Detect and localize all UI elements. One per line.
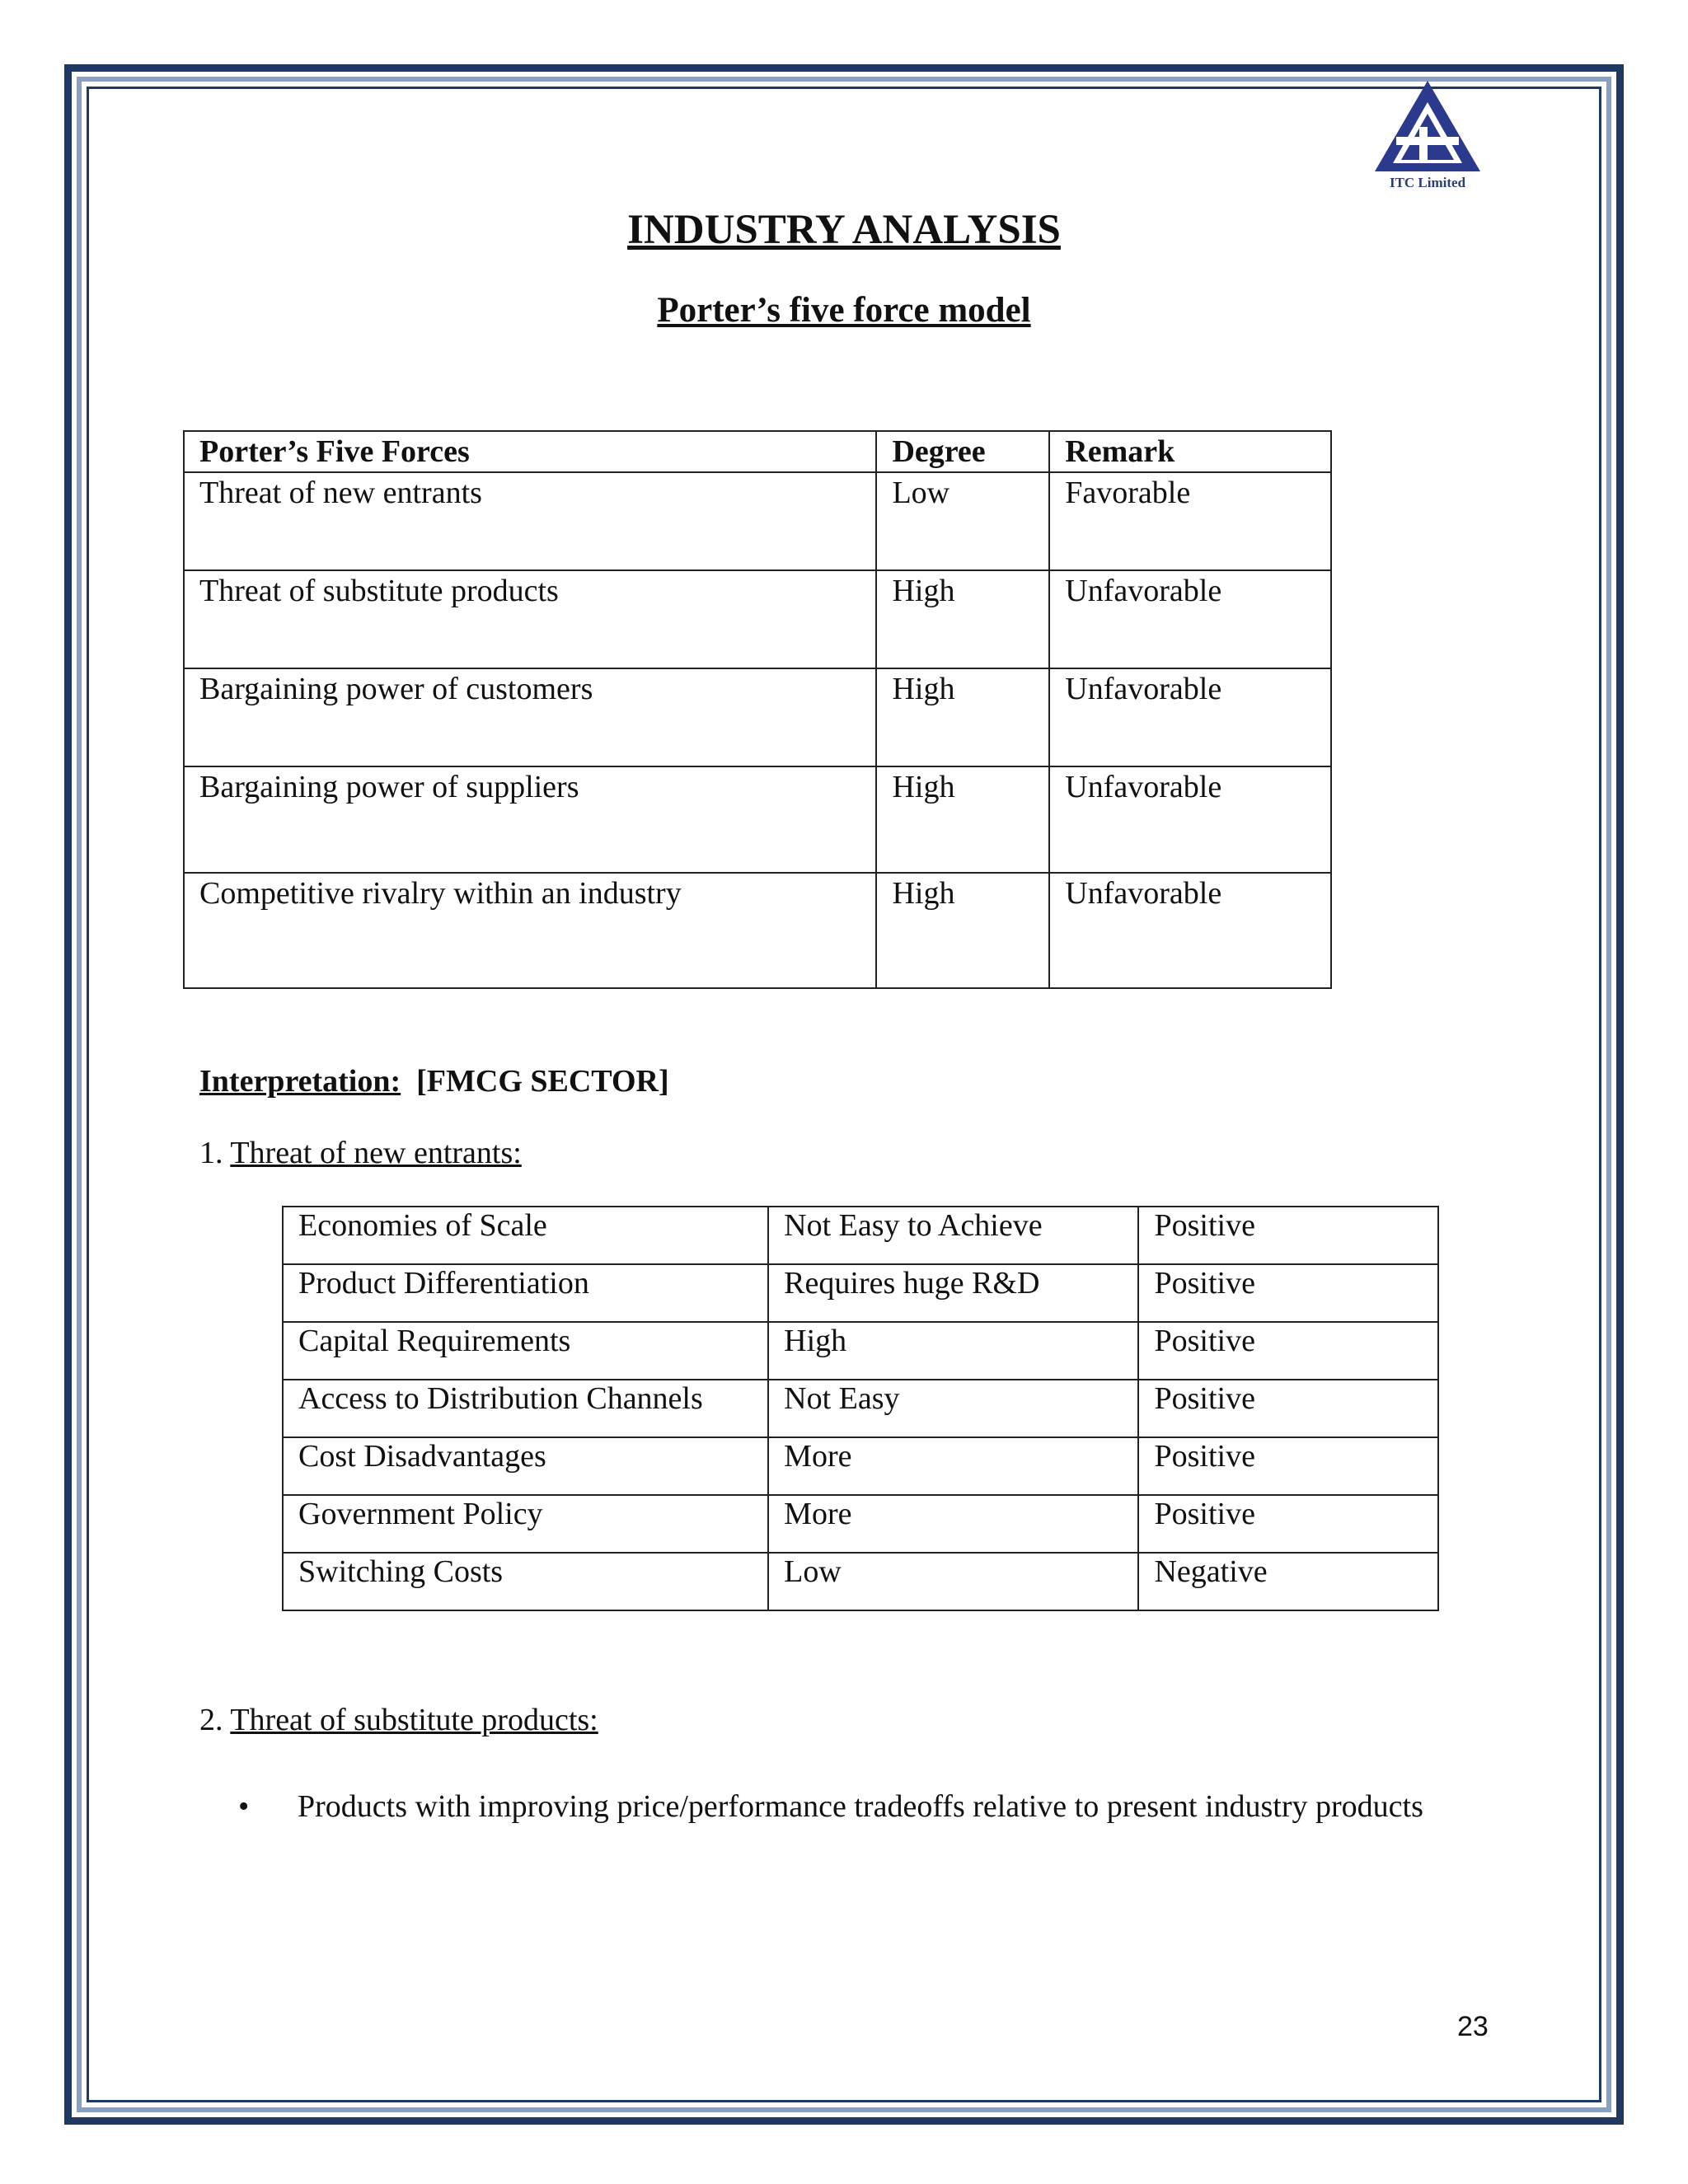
table-row [184,766,1331,873]
impact-cell: Positive [1138,1437,1438,1495]
level-cell: More [768,1437,1138,1495]
header-degree: Degree [876,431,1049,472]
table-header-row [184,431,1331,472]
remark-cell: Favorable [1049,472,1331,570]
impact-cell: Positive [1138,1322,1438,1380]
impact-cell: Positive [1138,1495,1438,1553]
force-cell: Bargaining power of suppliers [184,766,876,873]
section-title: Threat of new entrants: [230,1136,522,1170]
remark-cell: Unfavorable [1049,873,1331,988]
degree-cell: High [876,873,1049,988]
impact-cell: Positive [1138,1207,1438,1264]
level-cell: Not Easy [768,1380,1138,1437]
factor-cell: Cost Disadvantages [283,1437,768,1495]
table-row [283,1437,1438,1495]
level-cell: Not Easy to Achieve [768,1207,1138,1264]
page-number: 23 [1457,2011,1489,2042]
factor-cell: Product Differentiation [283,1264,768,1322]
factor-cell: Economies of Scale [283,1207,768,1264]
level-cell: High [768,1322,1138,1380]
section-1-heading [199,1135,522,1171]
factor-cell: Capital Requirements [283,1322,768,1380]
section-2-heading [199,1702,598,1738]
table-row [184,472,1331,570]
force-cell: Bargaining power of customers [184,668,876,766]
level-cell: More [768,1495,1138,1553]
section-title: Threat of substitute products: [230,1703,598,1737]
table-row [283,1553,1438,1610]
impact-cell: Positive [1138,1380,1438,1437]
porters-forces-table [183,430,1332,989]
new-entrants-table [282,1206,1439,1611]
logo-caption: ITC Limited [1389,175,1466,190]
sector-label: [FMCG SECTOR] [416,1064,669,1099]
impact-cell: Negative [1138,1553,1438,1610]
force-cell: Threat of new entrants [184,472,876,570]
section-number: 2. [199,1703,223,1737]
table-row [283,1380,1438,1437]
page-subtitle: Porter’s five force model [657,291,1031,330]
header-forces: Porter’s Five Forces [184,431,876,472]
level-cell: Low [768,1553,1138,1610]
impact-cell: Positive [1138,1264,1438,1322]
table-row [283,1322,1438,1380]
degree-cell: High [876,766,1049,873]
remark-cell: Unfavorable [1049,570,1331,668]
remark-cell: Unfavorable [1049,668,1331,766]
remark-cell: Unfavorable [1049,766,1331,873]
level-cell: Requires huge R&D [768,1264,1138,1322]
itc-logo [1372,77,1484,194]
factor-cell: Access to Distribution Channels [283,1380,768,1437]
itc-logo-icon [1372,77,1484,175]
table-row [283,1264,1438,1322]
bullet-icon: • [238,1789,250,1824]
page-title: INDUSTRY ANALYSIS [627,207,1061,253]
interpretation-label: Interpretation: [199,1064,401,1099]
factor-cell: Government Policy [283,1495,768,1553]
bullet-text: Products with improving price/performance tradeoffs relative to present industry products [298,1789,1423,1824]
header-remark: Remark [1049,431,1331,472]
force-cell: Competitive rivalry within an industry [184,873,876,988]
degree-cell: High [876,570,1049,668]
degree-cell: High [876,668,1049,766]
section-number: 1. [199,1136,223,1170]
interpretation-heading [199,1063,669,1099]
table-row [184,668,1331,766]
force-cell: Threat of substitute products [184,570,876,668]
table-row [283,1495,1438,1553]
table-row [184,873,1331,988]
degree-cell: Low [876,472,1049,570]
factor-cell: Switching Costs [283,1553,768,1610]
table-row [283,1207,1438,1264]
table-row [184,570,1331,668]
